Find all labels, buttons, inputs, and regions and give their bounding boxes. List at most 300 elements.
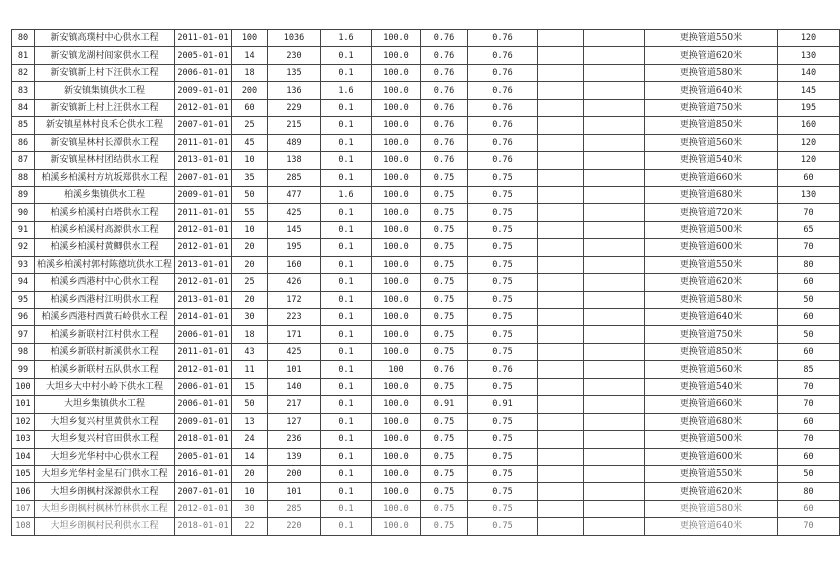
coefficient-b: 0.75 xyxy=(468,448,538,465)
build-date: 2013-01-01 xyxy=(175,256,232,273)
scale-value: 0.1 xyxy=(321,500,372,517)
blank-cell-2 xyxy=(584,448,645,465)
coefficient-b: 0.75 xyxy=(468,518,538,535)
investment-amount: 85 xyxy=(778,361,840,378)
blank-cell-1 xyxy=(538,204,584,221)
rate-percent: 100.0 xyxy=(372,465,421,482)
coefficient-a: 0.75 xyxy=(421,274,468,291)
served-people: 10 xyxy=(232,152,268,169)
build-date: 2011-01-01 xyxy=(175,204,232,221)
served-people: 25 xyxy=(232,117,268,134)
row-number: 86 xyxy=(12,134,35,151)
coefficient-a: 0.76 xyxy=(421,134,468,151)
coefficient-b: 0.75 xyxy=(468,239,538,256)
project-name: 柏溪乡西港村中心供水工程 xyxy=(35,274,175,291)
water-users: 1036 xyxy=(268,30,321,47)
blank-cell-1 xyxy=(538,82,584,99)
row-number: 84 xyxy=(12,99,35,116)
build-date: 2012-01-01 xyxy=(175,99,232,116)
investment-amount: 70 xyxy=(778,518,840,535)
water-project-table xyxy=(11,29,840,536)
row-number: 93 xyxy=(12,256,35,273)
build-date: 2005-01-01 xyxy=(175,448,232,465)
rate-percent: 100 xyxy=(372,361,421,378)
investment-amount: 195 xyxy=(778,99,840,116)
served-people: 14 xyxy=(232,448,268,465)
improvement-measure: 更换管道600米 xyxy=(645,448,778,465)
rate-percent: 100.0 xyxy=(372,99,421,116)
build-date: 2006-01-01 xyxy=(175,64,232,81)
scale-value: 0.1 xyxy=(321,169,372,186)
rate-percent: 100.0 xyxy=(372,274,421,291)
rate-percent: 100.0 xyxy=(372,326,421,343)
blank-cell-2 xyxy=(584,326,645,343)
water-users: 160 xyxy=(268,256,321,273)
row-number: 82 xyxy=(12,64,35,81)
project-name: 柏溪乡柏溪村黄鲫供水工程 xyxy=(35,239,175,256)
project-name: 柏溪乡柏溪村高源供水工程 xyxy=(35,221,175,238)
improvement-measure: 更换管道560米 xyxy=(645,134,778,151)
build-date: 2007-01-01 xyxy=(175,117,232,134)
scale-value: 1.6 xyxy=(321,30,372,47)
coefficient-a: 0.91 xyxy=(421,396,468,413)
row-number: 80 xyxy=(12,30,35,47)
blank-cell-2 xyxy=(584,221,645,238)
blank-cell-2 xyxy=(584,483,645,500)
table-row xyxy=(12,326,840,343)
improvement-measure: 更换管道620米 xyxy=(645,47,778,64)
blank-cell-1 xyxy=(538,309,584,326)
blank-cell-1 xyxy=(538,396,584,413)
water-users: 172 xyxy=(268,291,321,308)
row-number: 104 xyxy=(12,448,35,465)
blank-cell-1 xyxy=(538,186,584,203)
row-number: 95 xyxy=(12,291,35,308)
rate-percent: 100.0 xyxy=(372,343,421,360)
rate-percent: 100.0 xyxy=(372,431,421,448)
served-people: 100 xyxy=(232,30,268,47)
investment-amount: 70 xyxy=(778,239,840,256)
project-name: 大坦乡复兴村官田供水工程 xyxy=(35,431,175,448)
rate-percent: 100.0 xyxy=(372,134,421,151)
row-number: 83 xyxy=(12,82,35,99)
coefficient-b: 0.76 xyxy=(468,361,538,378)
project-name: 柏溪乡西港村江明供水工程 xyxy=(35,291,175,308)
coefficient-a: 0.75 xyxy=(421,483,468,500)
water-users: 425 xyxy=(268,204,321,221)
investment-amount: 50 xyxy=(778,291,840,308)
water-users: 171 xyxy=(268,326,321,343)
water-users: 136 xyxy=(268,82,321,99)
improvement-measure: 更换管道550米 xyxy=(645,256,778,273)
blank-cell-1 xyxy=(538,326,584,343)
improvement-measure: 更换管道620米 xyxy=(645,274,778,291)
rate-percent: 100.0 xyxy=(372,309,421,326)
blank-cell-1 xyxy=(538,152,584,169)
rate-percent: 100.0 xyxy=(372,221,421,238)
scale-value: 0.1 xyxy=(321,99,372,116)
water-users: 230 xyxy=(268,47,321,64)
coefficient-a: 0.76 xyxy=(421,117,468,134)
coefficient-a: 0.75 xyxy=(421,343,468,360)
improvement-measure: 更换管道640米 xyxy=(645,518,778,535)
improvement-measure: 更换管道850米 xyxy=(645,343,778,360)
served-people: 35 xyxy=(232,169,268,186)
row-number: 94 xyxy=(12,274,35,291)
coefficient-a: 0.76 xyxy=(421,47,468,64)
served-people: 24 xyxy=(232,431,268,448)
scale-value: 0.1 xyxy=(321,291,372,308)
water-users: 285 xyxy=(268,500,321,517)
blank-cell-1 xyxy=(538,465,584,482)
table-row xyxy=(12,465,840,482)
blank-cell-1 xyxy=(538,343,584,360)
coefficient-b: 0.75 xyxy=(468,500,538,517)
project-name: 柏溪乡西港村西黄石岭供水工程 xyxy=(35,309,175,326)
table-row xyxy=(12,186,840,203)
project-name: 新安镇星林村长潭供水工程 xyxy=(35,134,175,151)
row-number: 102 xyxy=(12,413,35,430)
table-body xyxy=(12,30,840,536)
investment-amount: 65 xyxy=(778,221,840,238)
project-name: 大坦乡光华村金星石门供水工程 xyxy=(35,465,175,482)
project-name: 柏溪乡新联村五队供水工程 xyxy=(35,361,175,378)
water-users: 223 xyxy=(268,309,321,326)
coefficient-a: 0.75 xyxy=(421,256,468,273)
build-date: 2005-01-01 xyxy=(175,47,232,64)
improvement-measure: 更换管道580米 xyxy=(645,64,778,81)
blank-cell-2 xyxy=(584,134,645,151)
coefficient-b: 0.76 xyxy=(468,64,538,81)
investment-amount: 60 xyxy=(778,448,840,465)
table-row xyxy=(12,448,840,465)
investment-amount: 60 xyxy=(778,169,840,186)
blank-cell-1 xyxy=(538,117,584,134)
blank-cell-1 xyxy=(538,448,584,465)
coefficient-b: 0.75 xyxy=(468,465,538,482)
coefficient-a: 0.76 xyxy=(421,64,468,81)
served-people: 22 xyxy=(232,518,268,535)
water-users: 140 xyxy=(268,378,321,395)
scale-value: 0.1 xyxy=(321,343,372,360)
served-people: 10 xyxy=(232,483,268,500)
investment-amount: 140 xyxy=(778,64,840,81)
scale-value: 1.6 xyxy=(321,186,372,203)
improvement-measure: 更换管道660米 xyxy=(645,169,778,186)
project-name: 大坦乡复兴村里黄供水工程 xyxy=(35,413,175,430)
improvement-measure: 更换管道540米 xyxy=(645,378,778,395)
served-people: 18 xyxy=(232,64,268,81)
improvement-measure: 更换管道580米 xyxy=(645,291,778,308)
coefficient-a: 0.75 xyxy=(421,378,468,395)
project-name: 新安镇集镇供水工程 xyxy=(35,82,175,99)
coefficient-b: 0.75 xyxy=(468,326,538,343)
build-date: 2009-01-01 xyxy=(175,413,232,430)
blank-cell-1 xyxy=(538,239,584,256)
project-name: 新安镇星林村良禾仑供水工程 xyxy=(35,117,175,134)
coefficient-a: 0.75 xyxy=(421,465,468,482)
scale-value: 0.1 xyxy=(321,448,372,465)
served-people: 11 xyxy=(232,361,268,378)
improvement-measure: 更换管道560米 xyxy=(645,361,778,378)
table-row xyxy=(12,239,840,256)
row-number: 81 xyxy=(12,47,35,64)
coefficient-a: 0.75 xyxy=(421,291,468,308)
table-row xyxy=(12,221,840,238)
rate-percent: 100.0 xyxy=(372,396,421,413)
blank-cell-2 xyxy=(584,518,645,535)
row-number: 100 xyxy=(12,378,35,395)
investment-amount: 60 xyxy=(778,274,840,291)
project-name: 大坦乡集镇供水工程 xyxy=(35,396,175,413)
improvement-measure: 更换管道680米 xyxy=(645,186,778,203)
investment-amount: 60 xyxy=(778,500,840,517)
improvement-measure: 更换管道680米 xyxy=(645,413,778,430)
project-name: 新安镇新上村上汪供水工程 xyxy=(35,99,175,116)
investment-amount: 70 xyxy=(778,204,840,221)
investment-amount: 60 xyxy=(778,309,840,326)
row-number: 88 xyxy=(12,169,35,186)
water-users: 489 xyxy=(268,134,321,151)
row-number: 99 xyxy=(12,361,35,378)
row-number: 101 xyxy=(12,396,35,413)
blank-cell-2 xyxy=(584,309,645,326)
blank-cell-2 xyxy=(584,186,645,203)
build-date: 2012-01-01 xyxy=(175,221,232,238)
table-row xyxy=(12,483,840,500)
row-number: 103 xyxy=(12,431,35,448)
row-number: 106 xyxy=(12,483,35,500)
scale-value: 0.1 xyxy=(321,134,372,151)
scale-value: 0.1 xyxy=(321,309,372,326)
coefficient-b: 0.76 xyxy=(468,117,538,134)
blank-cell-2 xyxy=(584,378,645,395)
table-row xyxy=(12,152,840,169)
build-date: 2013-01-01 xyxy=(175,291,232,308)
coefficient-b: 0.75 xyxy=(468,204,538,221)
table-row xyxy=(12,169,840,186)
improvement-measure: 更换管道500米 xyxy=(645,221,778,238)
build-date: 2018-01-01 xyxy=(175,431,232,448)
blank-cell-2 xyxy=(584,256,645,273)
build-date: 2006-01-01 xyxy=(175,396,232,413)
rate-percent: 100.0 xyxy=(372,47,421,64)
coefficient-a: 0.75 xyxy=(421,169,468,186)
coefficient-a: 0.75 xyxy=(421,413,468,430)
improvement-measure: 更换管道850米 xyxy=(645,117,778,134)
rate-percent: 100.0 xyxy=(372,64,421,81)
blank-cell-2 xyxy=(584,30,645,47)
coefficient-b: 0.76 xyxy=(468,30,538,47)
coefficient-b: 0.76 xyxy=(468,47,538,64)
coefficient-b: 0.75 xyxy=(468,343,538,360)
served-people: 30 xyxy=(232,309,268,326)
table-row xyxy=(12,431,840,448)
coefficient-a: 0.76 xyxy=(421,361,468,378)
rate-percent: 100.0 xyxy=(372,518,421,535)
blank-cell-2 xyxy=(584,465,645,482)
row-number: 90 xyxy=(12,204,35,221)
served-people: 15 xyxy=(232,378,268,395)
served-people: 10 xyxy=(232,221,268,238)
blank-cell-2 xyxy=(584,343,645,360)
served-people: 25 xyxy=(232,274,268,291)
blank-cell-2 xyxy=(584,274,645,291)
investment-amount: 120 xyxy=(778,134,840,151)
blank-cell-1 xyxy=(538,518,584,535)
build-date: 2006-01-01 xyxy=(175,378,232,395)
project-name: 大坦乡光华村中心供水工程 xyxy=(35,448,175,465)
build-date: 2009-01-01 xyxy=(175,186,232,203)
blank-cell-1 xyxy=(538,413,584,430)
scale-value: 0.1 xyxy=(321,204,372,221)
investment-amount: 50 xyxy=(778,465,840,482)
coefficient-a: 0.75 xyxy=(421,309,468,326)
scale-value: 0.1 xyxy=(321,483,372,500)
scale-value: 0.1 xyxy=(321,465,372,482)
investment-amount: 60 xyxy=(778,343,840,360)
improvement-measure: 更换管道720米 xyxy=(645,204,778,221)
project-name: 大坦乡朗枫村民利供水工程 xyxy=(35,518,175,535)
coefficient-a: 0.76 xyxy=(421,99,468,116)
improvement-measure: 更换管道550米 xyxy=(645,30,778,47)
project-name: 柏溪乡柏溪村白塔供水工程 xyxy=(35,204,175,221)
coefficient-b: 0.75 xyxy=(468,413,538,430)
table-row xyxy=(12,274,840,291)
water-users: 135 xyxy=(268,64,321,81)
row-number: 108 xyxy=(12,518,35,535)
coefficient-a: 0.75 xyxy=(421,431,468,448)
rate-percent: 100.0 xyxy=(372,239,421,256)
rate-percent: 100.0 xyxy=(372,152,421,169)
investment-amount: 130 xyxy=(778,47,840,64)
coefficient-a: 0.75 xyxy=(421,448,468,465)
build-date: 2012-01-01 xyxy=(175,361,232,378)
coefficient-a: 0.76 xyxy=(421,82,468,99)
water-users: 217 xyxy=(268,396,321,413)
build-date: 2011-01-01 xyxy=(175,343,232,360)
served-people: 50 xyxy=(232,396,268,413)
table-row xyxy=(12,413,840,430)
coefficient-a: 0.75 xyxy=(421,326,468,343)
row-number: 107 xyxy=(12,500,35,517)
improvement-measure: 更换管道540米 xyxy=(645,152,778,169)
scale-value: 0.1 xyxy=(321,326,372,343)
build-date: 2013-01-01 xyxy=(175,152,232,169)
table-row xyxy=(12,30,840,47)
build-date: 2018-01-01 xyxy=(175,518,232,535)
rate-percent: 100.0 xyxy=(372,378,421,395)
served-people: 14 xyxy=(232,47,268,64)
rate-percent: 100.0 xyxy=(372,483,421,500)
coefficient-a: 0.76 xyxy=(421,152,468,169)
build-date: 2012-01-01 xyxy=(175,239,232,256)
water-users: 101 xyxy=(268,483,321,500)
blank-cell-2 xyxy=(584,99,645,116)
blank-cell-1 xyxy=(538,291,584,308)
rate-percent: 100.0 xyxy=(372,82,421,99)
row-number: 91 xyxy=(12,221,35,238)
table-row xyxy=(12,256,840,273)
improvement-measure: 更换管道550米 xyxy=(645,465,778,482)
coefficient-b: 0.75 xyxy=(468,274,538,291)
coefficient-b: 0.76 xyxy=(468,152,538,169)
project-name: 新安镇高璞村中心供水工程 xyxy=(35,30,175,47)
investment-amount: 120 xyxy=(778,30,840,47)
row-number: 98 xyxy=(12,343,35,360)
scale-value: 0.1 xyxy=(321,413,372,430)
table-row xyxy=(12,117,840,134)
served-people: 20 xyxy=(232,291,268,308)
served-people: 20 xyxy=(232,256,268,273)
blank-cell-2 xyxy=(584,64,645,81)
scale-value: 0.1 xyxy=(321,518,372,535)
row-number: 89 xyxy=(12,186,35,203)
scale-value: 0.1 xyxy=(321,378,372,395)
served-people: 13 xyxy=(232,413,268,430)
blank-cell-1 xyxy=(538,274,584,291)
scale-value: 0.1 xyxy=(321,396,372,413)
row-number: 92 xyxy=(12,239,35,256)
project-name: 新安镇龙湖村闾家供水工程 xyxy=(35,47,175,64)
scale-value: 0.1 xyxy=(321,64,372,81)
scale-value: 1.6 xyxy=(321,82,372,99)
blank-cell-2 xyxy=(584,117,645,134)
water-users: 101 xyxy=(268,361,321,378)
coefficient-a: 0.75 xyxy=(421,204,468,221)
coefficient-b: 0.75 xyxy=(468,256,538,273)
improvement-measure: 更换管道500米 xyxy=(645,431,778,448)
rate-percent: 100.0 xyxy=(372,204,421,221)
blank-cell-2 xyxy=(584,152,645,169)
water-users: 145 xyxy=(268,221,321,238)
blank-cell-1 xyxy=(538,483,584,500)
table-row xyxy=(12,82,840,99)
build-date: 2016-01-01 xyxy=(175,465,232,482)
coefficient-b: 0.75 xyxy=(468,169,538,186)
water-users: 285 xyxy=(268,169,321,186)
rate-percent: 100.0 xyxy=(372,413,421,430)
improvement-measure: 更换管道640米 xyxy=(645,309,778,326)
served-people: 45 xyxy=(232,134,268,151)
table-row xyxy=(12,396,840,413)
blank-cell-2 xyxy=(584,204,645,221)
investment-amount: 145 xyxy=(778,82,840,99)
scale-value: 0.1 xyxy=(321,274,372,291)
rate-percent: 100.0 xyxy=(372,30,421,47)
water-users: 215 xyxy=(268,117,321,134)
table-row xyxy=(12,378,840,395)
build-date: 2009-01-01 xyxy=(175,82,232,99)
scale-value: 0.1 xyxy=(321,361,372,378)
blank-cell-2 xyxy=(584,47,645,64)
table-row xyxy=(12,134,840,151)
build-date: 2007-01-01 xyxy=(175,483,232,500)
blank-cell-2 xyxy=(584,82,645,99)
build-date: 2011-01-01 xyxy=(175,134,232,151)
rate-percent: 100.0 xyxy=(372,117,421,134)
table-row xyxy=(12,309,840,326)
table-row xyxy=(12,99,840,116)
investment-amount: 130 xyxy=(778,186,840,203)
project-name: 柏溪乡新联村江村供水工程 xyxy=(35,326,175,343)
rate-percent: 100.0 xyxy=(372,256,421,273)
blank-cell-1 xyxy=(538,256,584,273)
investment-amount: 120 xyxy=(778,152,840,169)
investment-amount: 50 xyxy=(778,326,840,343)
improvement-measure: 更换管道750米 xyxy=(645,326,778,343)
blank-cell-1 xyxy=(538,431,584,448)
